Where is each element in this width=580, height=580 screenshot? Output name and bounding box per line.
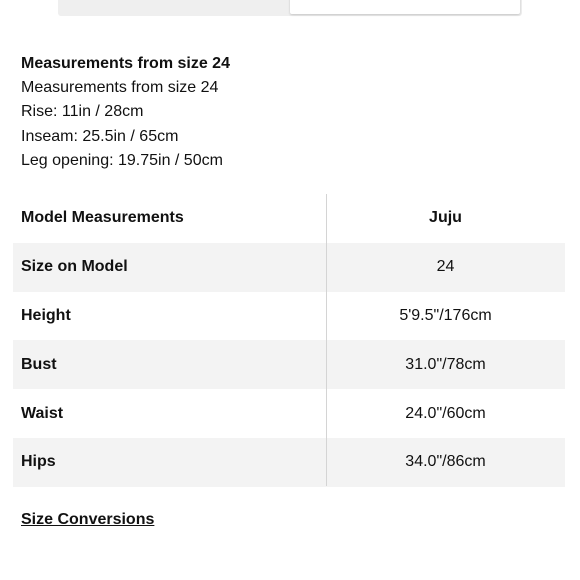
table-row-bust	[13, 340, 565, 389]
measurements-section	[21, 52, 561, 173]
measurement-line-inseam: Inseam: 25.5in / 65cm	[21, 127, 179, 145]
table-row-height	[13, 292, 565, 341]
tab-active[interactable]	[290, 0, 520, 14]
model-measurements-table	[13, 194, 565, 487]
table-row-label: Height	[21, 306, 71, 324]
measurement-line-rise: Rise: 11in / 28cm	[21, 103, 144, 121]
measurement-line: Measurements from size 24	[21, 79, 219, 96]
table-header-model-name: Juju	[429, 209, 462, 227]
table-row-label: Bust	[21, 355, 57, 373]
table-row-value: 34.0"/86cm	[405, 453, 486, 471]
measurements-title: Measurements from size 24	[21, 55, 230, 72]
table-row-waist	[13, 389, 565, 438]
measurement-line-leg-opening: Leg opening: 19.75in / 50cm	[21, 151, 223, 169]
table-row-label: Size on Model	[21, 258, 128, 276]
table-row-value: 31.0"/78cm	[405, 355, 486, 373]
table-header-row	[13, 194, 565, 243]
table-row-value: 24.0"/60cm	[405, 404, 486, 422]
table-column-divider	[326, 194, 327, 486]
size-conversions-link[interactable]: Size Conversions	[21, 511, 155, 528]
table-row-hips	[13, 438, 565, 487]
table-header-label: Model Measurements	[21, 209, 184, 227]
table-row-value: 24	[436, 258, 455, 276]
table-row-label: Waist	[21, 404, 64, 422]
table-row-size-on-model	[13, 243, 565, 292]
table-row-value: 5'9.5"/176cm	[399, 306, 492, 324]
table-row-label: Hips	[21, 453, 56, 471]
